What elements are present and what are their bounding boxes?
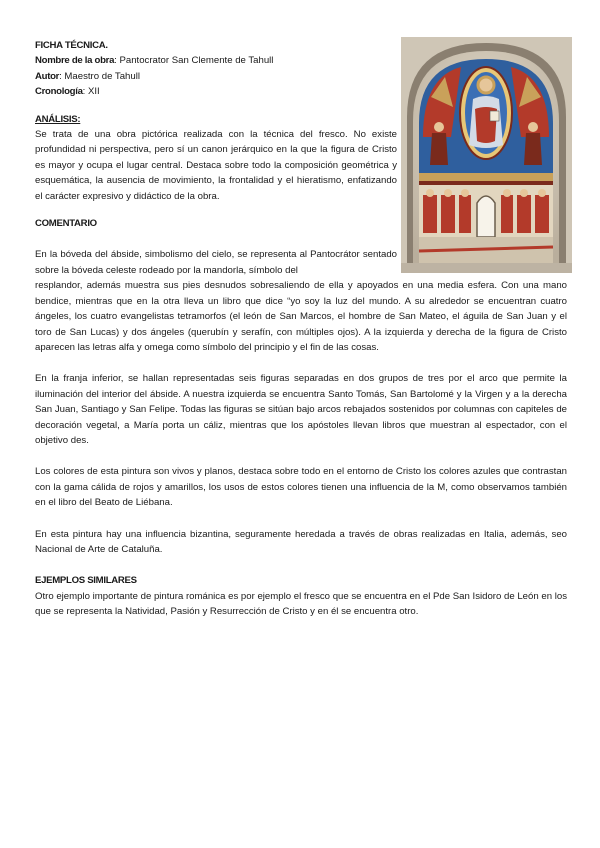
ficha-heading: FICHA TÉCNICA. — [35, 40, 108, 51]
comentario-heading: COMENTARIO — [35, 218, 97, 230]
autor-line — [35, 69, 567, 84]
comentario-paragraph-2: En la franja inferior, se hallan representadas seis figuras separadas en dos grupos de tres por el arco que permite la iluminación del interior del ábside. A nuestra izquierda se encuentra Santo Tomás, San Bartolomé y la Virgen y a la derecha San Juan, Santiago y San Felipe. Todas las figuras se sitúan bajo arcos rebajados sostenidos por columnas con capiteles de decoración vegetal, a María porta un cáliz, mientras que los apóstoles llevan libros que muestran al espectador, con el objetivo des. — [35, 373, 567, 446]
obra-label: Nombre de la obra — [35, 55, 115, 67]
analisis-text: Se trata de una obra pictórica realizada con la técnica del fresco. No existe profundidad ni perspectiva, pero sí un canon jerárquico en la que la figura de Cristo es mayor y ocupa el lugar central. Destaca sobre todo la composición geométrica y esquemática, la ausencia de movimiento, la frontalidad y el hieratismo, enfatizando el carácter expresivo y didáctico de la obra. — [35, 129, 397, 202]
comentario-paragraph-3: Los colores de esta pintura son vivos y planos, destaca sobre todo en el entorno de Cristo los colores azules que contrastan con la gama cálida de rojos y amarillos, los usos de estos colores tienen una influencia de la M, como observamos también en el libro del Beato de Liébana. — [35, 466, 567, 509]
autor-label: Autor — [35, 70, 60, 82]
comentario-paragraph-1b: resplandor, además muestra sus pies desnudos sobresaliendo de ella y apoyados en una media esfera. Con una mano bendice, mientras que en la otra lleva un libro que dice “yo soy la luz del mundo. A su alrededor se encuentran cuatro ángeles, los cuatro evangelistas tetramorfos (el león de San Marcos, el hombre de San Mateo, el águila de San Juan y el toro de San Lucas) y dos ángeles (querubín y serafín, con múltiples ojos). A la izquierda y derecha de la figura de Cristo aparecen las letras alfa y omega como símbolo del principio y el fin de las cosas. — [35, 280, 567, 353]
obra-value: : Pantocrator San Clemente de Tahull — [114, 55, 274, 67]
document-body — [35, 38, 567, 620]
analisis-heading: ANÁLISIS: — [35, 113, 81, 125]
comentario-paragraph-4: En esta pintura hay una influencia bizantina, seguramente heredada a través de obras realizadas en Italia, además, seo Nacional de Arte de Cataluña. — [35, 528, 567, 555]
autor-value: : Maestro de Tahull — [59, 70, 140, 82]
cronologia-label: Cronología — [35, 86, 83, 98]
comentario-paragraph-1a: En la bóveda del ábside, simbolismo del cielo, se representa al Pantocrátor sentado sobre la bóveda celeste rodeado por la mandorla, símbolo del — [35, 249, 397, 276]
cronologia-line — [35, 84, 567, 99]
ejemplos-heading: EJEMPLOS SIMILARES — [35, 575, 137, 587]
cronologia-value: : XII — [82, 86, 100, 98]
obra-line — [35, 53, 567, 68]
ejemplos-text: Otro ejemplo importante de pintura románica es por ejemplo el fresco que se encuentra en el Pde San Isidoro de León en los que se representa la Natividad, Pasión y Resurrección de Cristo y en él se encuentra otro. — [35, 590, 567, 618]
